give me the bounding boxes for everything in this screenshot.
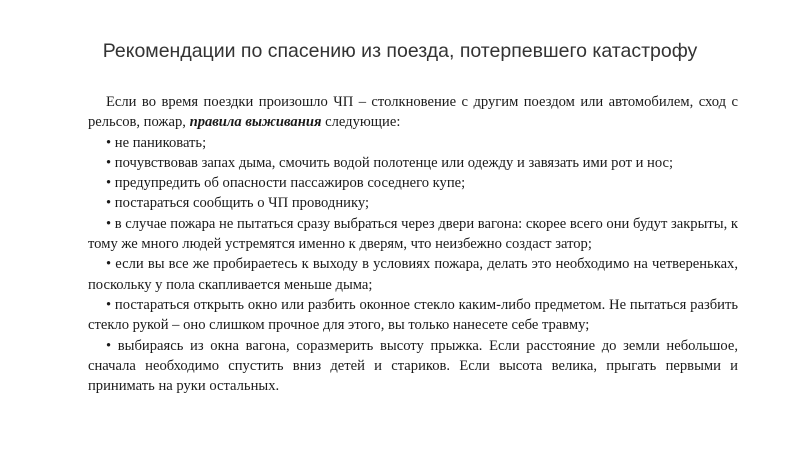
slide-body: [88, 92, 738, 396]
list-item: • выбираясь из окна вагона, соразмерить высоту прыжка. Если расстояние до земли небольшое, сначала необходимо спустить вниз детей и стариков. Если высота велика, прыгать первыми и принимать на руки остальных.: [88, 337, 738, 395]
list-item: • не паниковать;: [106, 134, 207, 151]
intro-text-after: следующие:: [321, 114, 401, 131]
slide-title: Рекомендации по спасению из поезда, потерпевшего катастрофу: [102, 40, 698, 62]
list-item: • если вы все же пробираетесь к выходу в условиях пожара, делать это необходимо на четвереньках, поскольку у пола скапливается меньше дыма;: [88, 256, 738, 293]
intro-emphasis: правила выживания: [189, 114, 322, 131]
intro-text-before: Если во время поездки произошло ЧП – столкновение с другим поездом или автомобилем, сход с рельсов, пожар,: [88, 94, 738, 131]
list-item: • постараться сообщить о ЧП проводнику;: [106, 195, 370, 212]
intro-paragraph: [88, 92, 738, 133]
list-item: • в случае пожара не пытаться сразу выбраться через двери вагона: скорее всего они будут закрыты, к тому же много людей устремятся именно к дверям, что неизбежно создаст затор;: [88, 215, 738, 253]
list-item: • предупредить об опасности пассажиров соседнего купе;: [106, 175, 466, 192]
list-item: • постараться открыть окно или разбить оконное стекло каким-либо предметом. Не пытаться разбить стекло рукой – оно слишком прочное для этого, вы только нанесете себе травму;: [88, 296, 738, 334]
list-item: • почувствовав запах дыма, смочить водой полотенце или одежду и завязать ими рот и нос;: [106, 154, 674, 171]
